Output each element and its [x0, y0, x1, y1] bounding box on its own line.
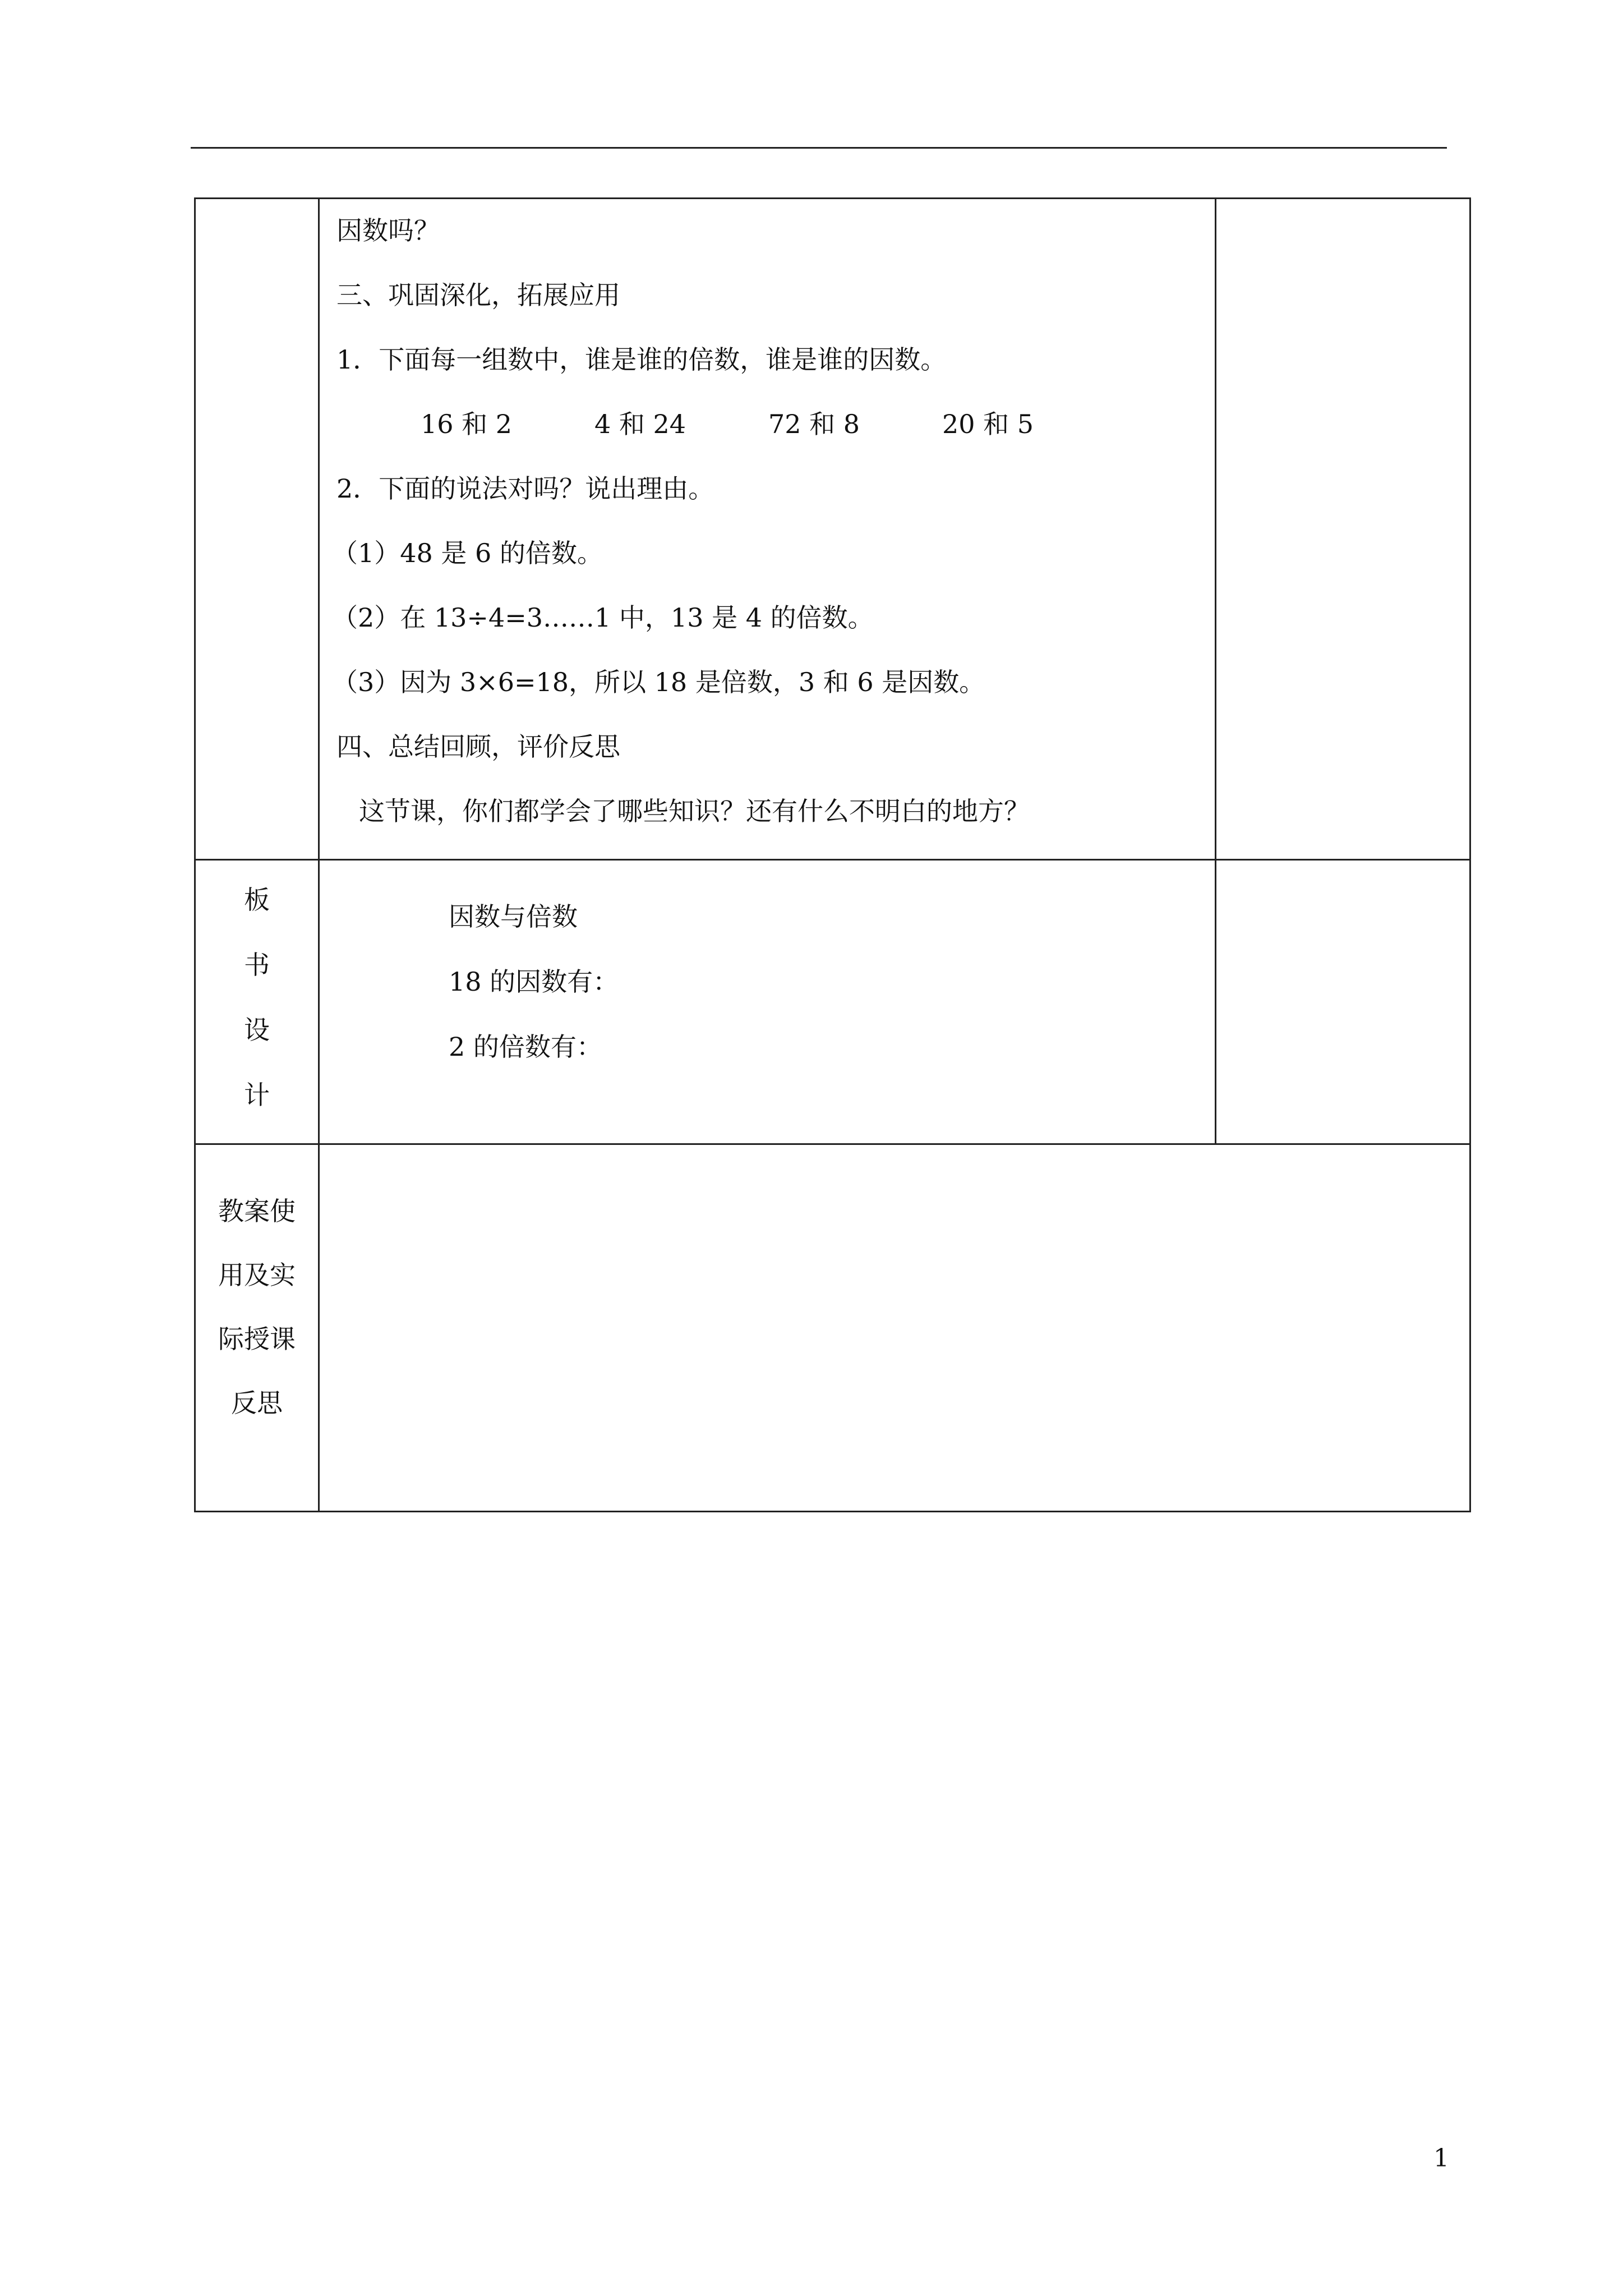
table-row [195, 199, 1470, 860]
empty-label-cell [195, 199, 319, 860]
board-design-label [195, 860, 319, 1144]
label-char: 板 [244, 885, 270, 915]
lesson-plan-table [194, 197, 1471, 1512]
label-char: 设 [244, 1015, 270, 1045]
statement-1: （1）48 是 6 的倍数。 [332, 538, 603, 568]
exercise-1: 1．下面每一组数中，谁是谁的倍数，谁是谁的因数。 [336, 344, 947, 375]
summary-question: 这节课，你们都学会了哪些知识？还有什么不明白的地方？ [359, 796, 1030, 826]
label-char: 计 [244, 1080, 270, 1110]
label-line: 反思 [231, 1388, 283, 1418]
lesson-line: 因数吗？ [336, 215, 440, 246]
lesson-content-cell [319, 199, 1216, 860]
board-line: 2 的倍数有： [449, 1032, 602, 1062]
label-char: 书 [244, 950, 270, 980]
number-pair: 20 和 5 [942, 409, 1034, 439]
header-rule [191, 147, 1447, 149]
board-title: 因数与倍数 [449, 901, 578, 932]
exercise-2: 2．下面的说法对吗？说出理由。 [336, 473, 714, 504]
table-row [195, 1144, 1470, 1512]
board-design-cell [319, 860, 1216, 1144]
notes-cell [1216, 860, 1470, 1144]
number-pair: 16 和 2 [421, 409, 513, 439]
reflection-label [195, 1144, 319, 1512]
section-heading: 三、巩固深化，拓展应用 [336, 280, 620, 310]
notes-cell [1216, 199, 1470, 860]
number-pair: 4 和 24 [594, 409, 686, 439]
label-line: 用及实 [218, 1260, 296, 1290]
number-pair: 72 和 8 [768, 409, 860, 439]
section-heading: 四、总结回顾，评价反思 [336, 731, 620, 762]
table-row [195, 860, 1470, 1144]
statement-3: （3）因为 3×6=18，所以 18 是倍数，3 和 6 是因数。 [332, 667, 985, 697]
board-line: 18 的因数有： [449, 967, 619, 997]
number-pairs [336, 407, 1215, 472]
label-line: 际授课 [218, 1324, 296, 1354]
statement-2: （2）在 13÷4=3……1 中，13 是 4 的倍数。 [332, 602, 874, 633]
reflection-cell [319, 1144, 1470, 1512]
page-number: 1 [1433, 2144, 1449, 2173]
label-line: 教案使 [218, 1196, 296, 1226]
